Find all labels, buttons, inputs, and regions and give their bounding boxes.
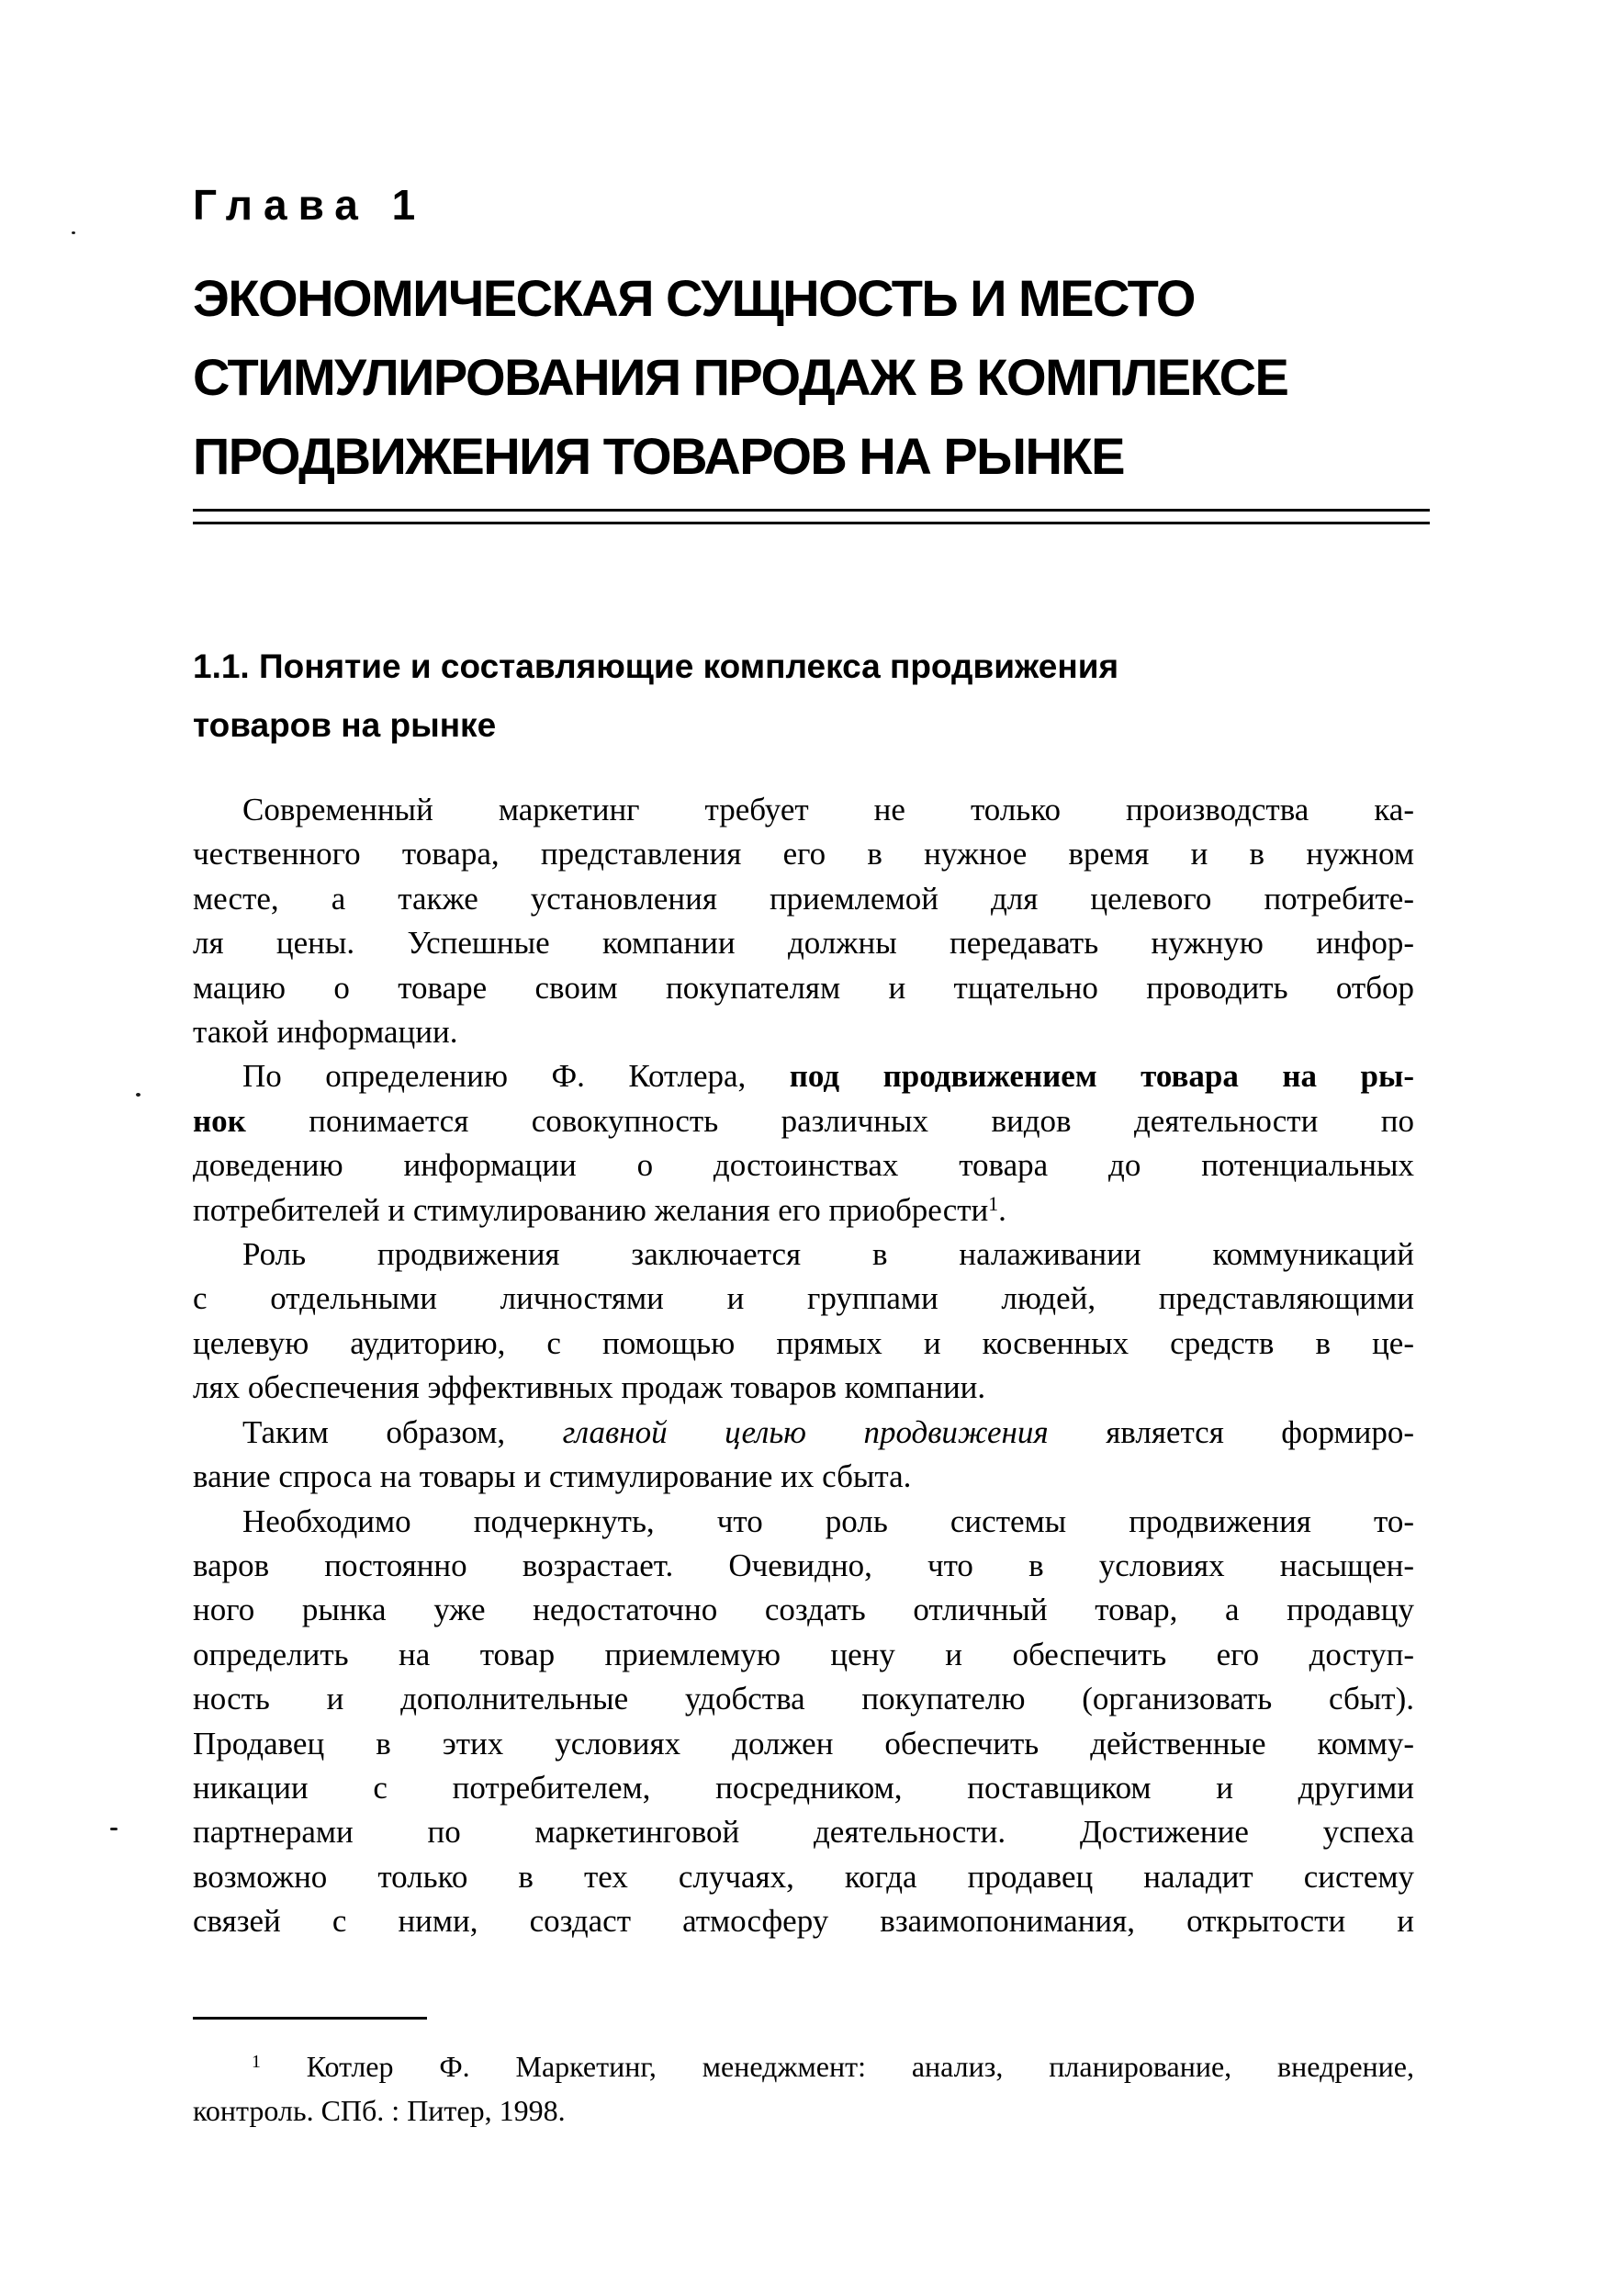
body-line: с отдельными личностями и группами людей, представляющими (193, 1280, 1414, 1317)
body-line: лях обеспечения эффективных продаж товаров компании. (193, 1369, 986, 1406)
chapter-title-line: ПРОДВИЖЕНИЯ ТОВАРОВ НА РЫНКЕ (193, 427, 1124, 485)
body-line: чественного товара, представления его в нужное время и в нужном (193, 836, 1414, 872)
body-line: определить на товар приемлемую цену и обеспечить его доступ- (193, 1636, 1414, 1672)
section-heading-line: товаров на рынке (193, 706, 497, 744)
chapter-title (193, 259, 1287, 496)
body-line: Роль продвижения заключается в налаживании коммуникаций (242, 1236, 1414, 1273)
body-line: Продавец в этих условиях должен обеспечить действенные комму- (193, 1725, 1414, 1761)
chapter-label: Глава 1 (193, 181, 427, 229)
body-line: доведению информации о достоинствах товара до потенциальных (193, 1147, 1414, 1184)
footnote-marker: 1 (252, 2052, 261, 2073)
body-line: мацию о товаре своим покупателям и тщательно проводить отбор (193, 969, 1414, 1006)
section-heading (193, 637, 1118, 755)
footnote-line: контроль. СПб. : Питер, 1998. (193, 2094, 566, 2127)
body-line: По определению Ф. Котлера, под продвижением товара на ры- (242, 1058, 1414, 1095)
section-heading-line: 1.1. Понятие и составляющие комплекса продвижения (193, 647, 1119, 685)
body-line: целевую аудиторию, с помощью прямых и косвенных средств в це- (193, 1324, 1414, 1361)
footnote-marker: 1 (988, 1192, 999, 1215)
body-line: возможно только в тех случаях, когда продавец наладит систему (193, 1858, 1414, 1895)
scan-artifact (136, 1093, 140, 1097)
body-line: связей с ними, создаст атмосферу взаимопонимания, открытости и (193, 1903, 1414, 1940)
body-line: варов постоянно возрастает. Очевидно, что в условиях насыщен- (193, 1547, 1414, 1583)
body-line: Современный маркетинг требует не только производства ка- (242, 792, 1414, 827)
body-line: такой информации. (193, 1014, 458, 1051)
footnote (193, 2044, 1414, 2133)
body-line: нок понимается совокупность различных видов деятельности по (193, 1102, 1414, 1139)
body-line: ного рынка уже недостаточно создать отличный товар, а продавцу (193, 1592, 1414, 1628)
body-line: вание спроса на товары и стимулирование их сбыта. (193, 1458, 912, 1495)
body-text (193, 788, 1414, 1944)
title-double-rule (193, 509, 1430, 524)
body-line: ля цены. Успешные компании должны передавать нужную инфор- (193, 925, 1414, 962)
scan-artifact (110, 1828, 118, 1830)
chapter-title-line: СТИМУЛИРОВАНИЯ ПРОДАЖ В КОМПЛЕКСЕ (193, 348, 1288, 406)
footnote-rule (193, 2017, 427, 2020)
footnote-line: $^1$ Котлер Ф. Маркетинг, менеджмент: анализ, планирование, внедрение, (252, 2050, 1414, 2083)
body-line: ность и дополнительные удобства покупателю (организовать сбыт). (193, 1681, 1414, 1717)
body-line: потребителей и стимулированию желания его приобрести$^1$. (193, 1191, 1006, 1228)
body-line: партнерами по маркетинговой деятельности. Достижение успеха (193, 1814, 1414, 1851)
body-line: Таким образом, главной целью продвижения является формиро- (242, 1413, 1414, 1450)
chapter-title-line: ЭКОНОМИЧЕСКАЯ СУЩНОСТЬ И МЕСТО (193, 269, 1195, 327)
body-line: никации с потребителем, посредником, поставщиком и другими (193, 1769, 1414, 1806)
body-line: Необходимо подчеркнуть, что роль системы продвижения то- (242, 1503, 1414, 1539)
body-line: месте, а также установления приемлемой для целевого потребите- (193, 880, 1414, 917)
scan-artifact (72, 231, 75, 234)
